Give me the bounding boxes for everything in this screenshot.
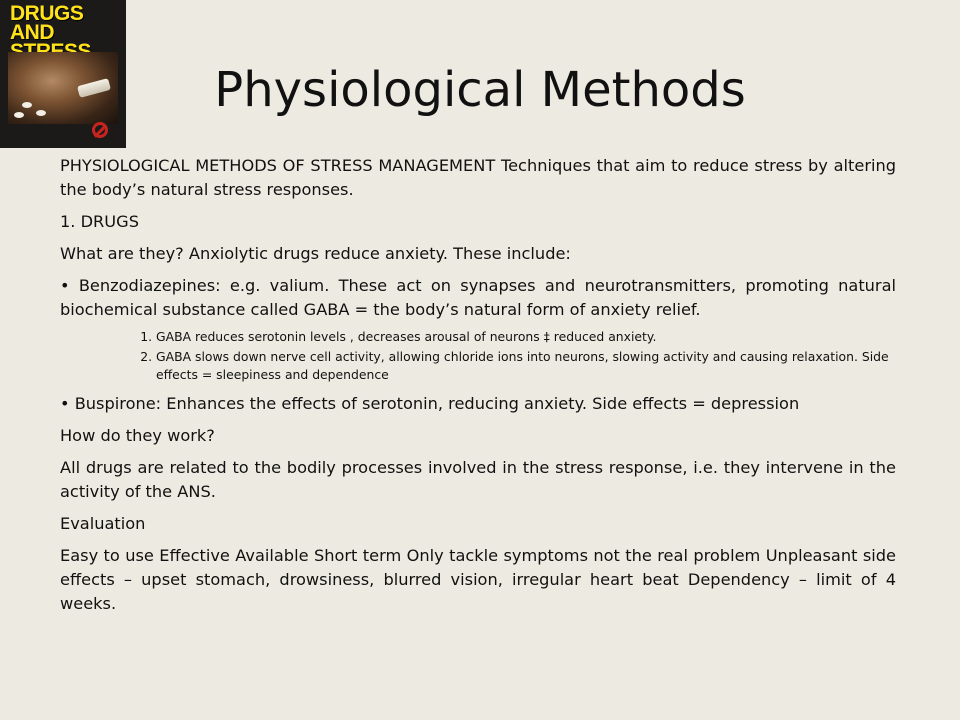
no-sign-icon bbox=[92, 122, 108, 138]
buspirone-bullet: • Buspirone: Enhances the effects of serotonin, reducing anxiety. Side effects = depression bbox=[60, 394, 800, 413]
section-heading-drugs: 1. DRUGS bbox=[60, 212, 139, 231]
intro-paragraph: PHYSIOLOGICAL METHODS OF STRESS MANAGEMENT Techniques that aim to reduce stress by altering the body’s natural stress responses. bbox=[60, 156, 896, 199]
what-are-they-paragraph: What are they? Anxiolytic drugs reduce anxiety. These include: bbox=[60, 244, 571, 263]
evaluation-paragraph: Easy to use Effective Available Short term Only tackle symptoms not the real problem Unpleasant side effects – upset stomach, drowsiness, blurred vision, irregular heart beat Dependency – limit of 4 weeks. bbox=[60, 546, 896, 613]
list-item: 2. GABA slows down nerve cell activity, allowing chloride ions into neurons, slowing activity and causing relaxation. Side effects = sleepiness and dependence bbox=[156, 348, 896, 384]
how-heading: How do they work? bbox=[60, 426, 215, 445]
gaba-numbered-list bbox=[60, 328, 896, 384]
benzodiazepines-bullet: • Benzodiazepines: e.g. valium. These act on synapses and neurotransmitters, promoting natural biochemical substance called GABA = the body’s natural form of anxiety relief. bbox=[60, 276, 896, 319]
evaluation-heading: Evaluation bbox=[60, 514, 146, 533]
slide-title: Physiological Methods bbox=[214, 62, 746, 118]
list-item: 1. GABA reduces serotonin levels , decreases arousal of neurons ‡ reduced anxiety. bbox=[156, 328, 896, 346]
book-cover-title-line1: DRUGS AND bbox=[10, 2, 84, 44]
slide-body bbox=[60, 154, 896, 624]
how-paragraph: All drugs are related to the bodily processes involved in the stress response, i.e. they intervene in the activity of the ANS. bbox=[60, 458, 896, 501]
